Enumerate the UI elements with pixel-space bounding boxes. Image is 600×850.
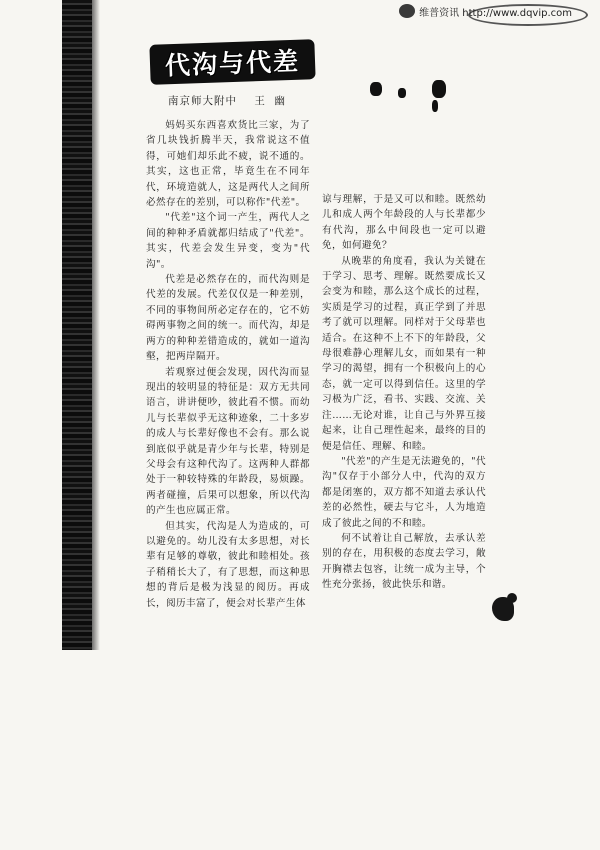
article-byline: 南京师大附中 王 幽 [168,95,287,107]
paragraph: 若观察过便会发现，因代沟而显现出的较明显的特征是：双方无共同语言，讲讲便吵，彼此看不惯。而幼儿与长辈似乎无这种迹象，二十多岁的成人与长辈好像也不会有。那么说到底似乎就是青少年与长辈，特别是父母会有这种代沟了。这两种人群都处于一种较特殊的年龄段，易烦躁。两者碰撞，后果可以想象，所以代沟的产生也应属正常。 [146,366,310,517]
paragraph: "代差"这个词一产生，两代人之间的种种矛盾就都归结成了"代差"。其实，代差会发生异变，变为"代沟"。 [146,212,310,270]
watermark-text: 维普资讯 http://www.dqvip.com [419,7,572,19]
paragraph: "代差"的产生是无法避免的，"代沟"仅存于小部分人中，代沟的双方都是闭塞的，双方都不知道去承认代差的必然性，硬去与它斗，人为地造成了彼此之间的不和睦。 [322,455,486,529]
paragraph: 谅与理解，于是又可以和睦。既然幼儿和成人两个年龄段的人与长辈都少有代沟，那么中间段也一定可以避免，如何避免？ [322,194,486,252]
title-banner [149,39,315,85]
text-column-left [146,118,310,611]
text-column-right [322,192,486,593]
decorative-splotch [370,82,382,96]
page-binding-edge [92,0,100,650]
paragraph: 代差是必然存在的，而代沟则是代差的发展。代差仅仅是一种差别，不同的事物间所必定存在的，它不妨碍两事物之间的统一。而代沟，却是两方的种种差错造成的，就如一道沟壑，把两岸隔开。 [146,274,310,363]
paragraph: 但其实，代沟是人为造成的，可以避免的。幼儿没有太多思想，对长辈有足够的尊敬，彼此和睦相处。孩子稍稍长大了，有了思想，而这种思想的背后是极为浅显的阅历。再成长，阅历丰富了，便会对长辈产生体 [146,520,310,609]
watermark [399,0,572,22]
decorative-splotch [432,80,446,98]
decorative-splotch [432,100,438,112]
paragraph: 从晚辈的角度看，我认为关键在于学习、思考、理解。既然要成长又会变为和睦，那么这个成长的过程，实质是学习的过程，真正学到了并思考了就可以理解。同样对于父母辈也适合。在这种不上不下的年龄段，父母很难静心理解儿女，而如果有一种学习的渴望，拥有一个积极向上的心态，就一定可以得到信任。这里的学习极为广泛，看书、实践、交流、关注……无论对谁，让自己与外界互接起来，让自己理性起来，最终的目的便是信任、理解、和睦。 [322,255,486,452]
page-binding-shadow [62,0,92,650]
paragraph: 妈妈买东西喜欢货比三家，为了省几块钱折腾半天，我常说这不值得，可她们却乐此不疲，说不通的。其实，这也正常，毕竟生在不同年代，环境造就人，这是两代人之间所必然存在的差别，可以称作"代差"。 [146,120,310,209]
paragraph: 何不试着让自己解放，去承认差别的存在，用积极的态度去学习，敞开胸襟去包容，让统一成为主导，个性充分张扬，彼此快乐和谐。 [322,532,486,591]
article-title: 代沟与代差 [164,46,301,81]
decorative-splotch [398,88,406,98]
bird-icon [492,597,514,621]
watermark-logo-icon [399,4,415,18]
